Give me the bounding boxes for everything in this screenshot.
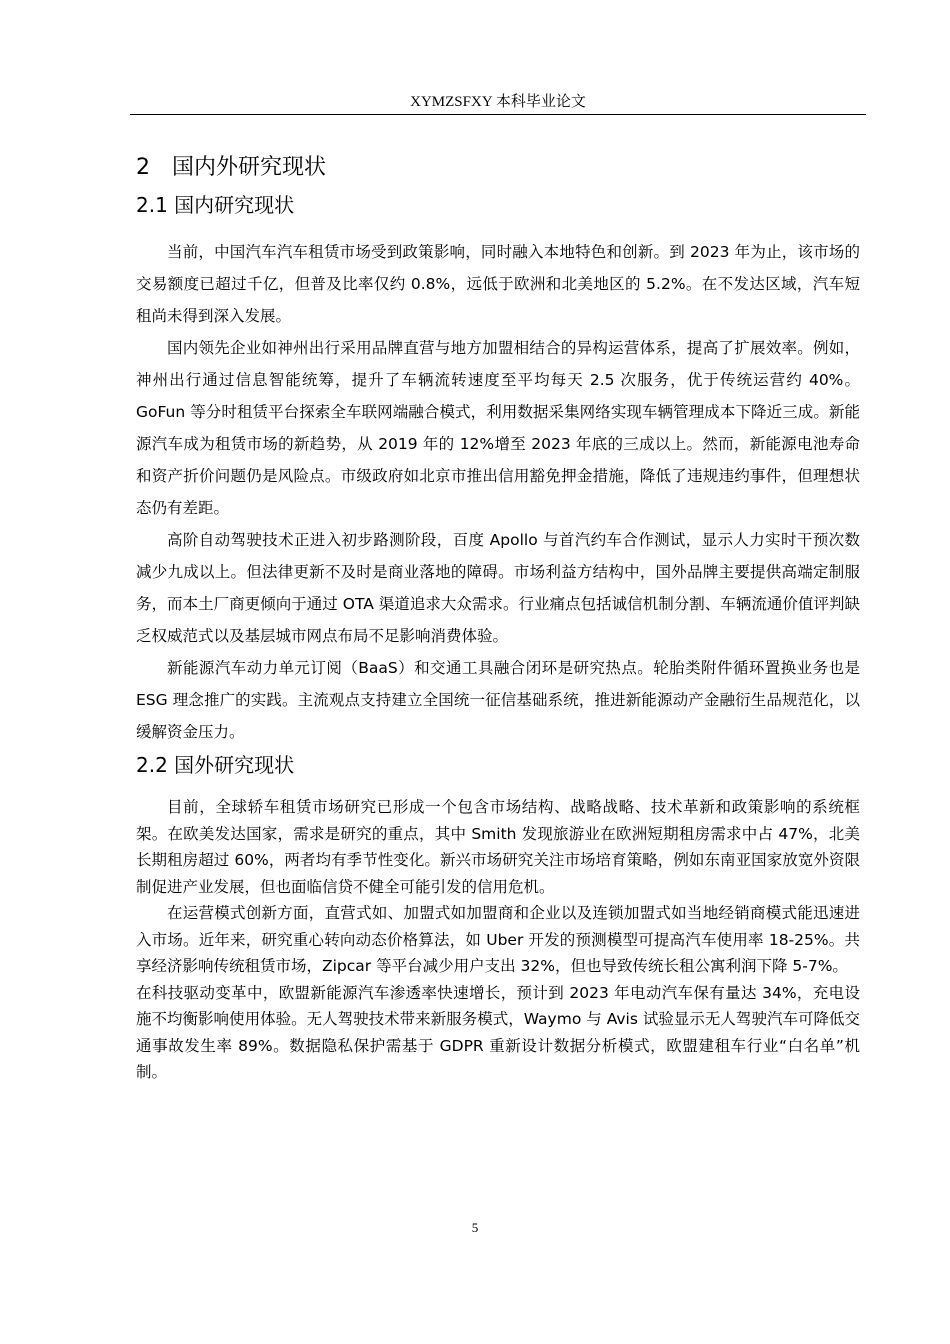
section-heading [136,148,860,188]
paragraph: 新能源汽车动力单元订阅（BaaS）和交通工具融合闭环是研究热点。轮胎类附件循环置换业务也是 ESG 理念推广的实践。主流观点支持建立全国统一征信基础系统，推进新能源动产金融衍生品规范化，以缓解资金压力。 [136,659,860,741]
paragraph: 在科技驱动变革中，欧盟新能源汽车渗透率快速增长，预计到 2023 年电动汽车保有量达 34%，充电设施不均衡影响使用体验。无人驾驶技术带来新服务模式，Waymo 与 Avis 试验显示无人驾驶汽车可降低交通事故发生率 89%。数据隐私保护需基于 GDPR 重新设计数据分析模式，欧盟建租车行业“白名单”机制。 [136,983,860,1081]
paragraph: 目前，全球轿车租赁市场研究已形成一个包含市场结构、战略战略、技术革新和政策影响的系统框架。在欧美发达国家，需求是研究的重点，其中 Smith 发现旅游业在欧洲短期租房需求中占 47%，北美长期租房超过 60%，两者均有季节性变化。新兴市场研究关注市场培育策略，例如东南亚国家放宽外资限制促进产业发展，但也面临信贷不健全可能引发的信用危机。 [136,798,860,896]
paragraph: 高阶自动驾驶技术正进入初步路测阶段，百度 Apollo 与首汽约车合作测试，显示人力实时干预次数减少九成以上。但法律更新不及时是商业落地的障碍。市场利益方结构中，国外品牌主要提供高端定制服务，而本土厂商更倾向于通过 OTA 渠道追求大众需求。行业痛点包括诚信机制分割、车辆流通价值评判缺乏权威范式以及基层城市网点布局不足影响消费体验。 [136,531,860,645]
domestic-research-body [136,236,860,748]
page-content [136,148,860,1086]
subsection-heading-domestic: 2.1 国内研究现状 [136,193,295,217]
page-number: 5 [471,1220,479,1235]
paragraph: 在运营模式创新方面，直营式如、加盟式如加盟商和企业以及连锁加盟式如当地经销商模式能迅速进入市场。近年来，研究重心转向动态价格算法，如 Uber 开发的预测模型可提高汽车使用率 18-25%。共享经济影响传统租赁市场，Zipcar 等平台减少用户支出 32%，但也导致传统长租公寓利润下降 5-7%。 [136,904,860,975]
paragraph: 当前，中国汽车汽车租赁市场受到政策影响，同时融入本地特色和创新。到 2023 年为止，该市场的交易额度已超过千亿，但普及比率仅约 0.8%，远低于欧洲和北美地区的 5.2%。在不发达区域，汽车短租尚未得到深入发展。 [136,243,860,325]
paragraph: 国内领先企业如神州出行采用品牌直营与地方加盟相结合的异构运营体系，提高了扩展效率。例如，神州出行通过信息智能统筹，提升了车辆流转速度至平均每天 2.5 次服务，优于传统运营约 40%。GoFun 等分时租赁平台探索全车联网端融合模式，利用数据采集网络实现车辆管理成本下降近三成。新能源汽车成为租赁市场的新趋势，从 2019 年的 12%增至 2023 年底的三成以上。然而，新能源电池寿命和资产折价问题仍是风险点。市级政府如北京市推出信用豁免押金措施，降低了违规违约事件，但理想状态仍有差距。 [136,339,860,517]
subsection-heading-foreign: 2.2 国外研究现状 [136,753,295,777]
foreign-research-body [136,794,860,1086]
section-number: 2 [136,155,150,180]
section-title: 国内外研究现状 [172,155,327,180]
running-header: XYMZSFXY 本科毕业论文 [130,92,866,115]
